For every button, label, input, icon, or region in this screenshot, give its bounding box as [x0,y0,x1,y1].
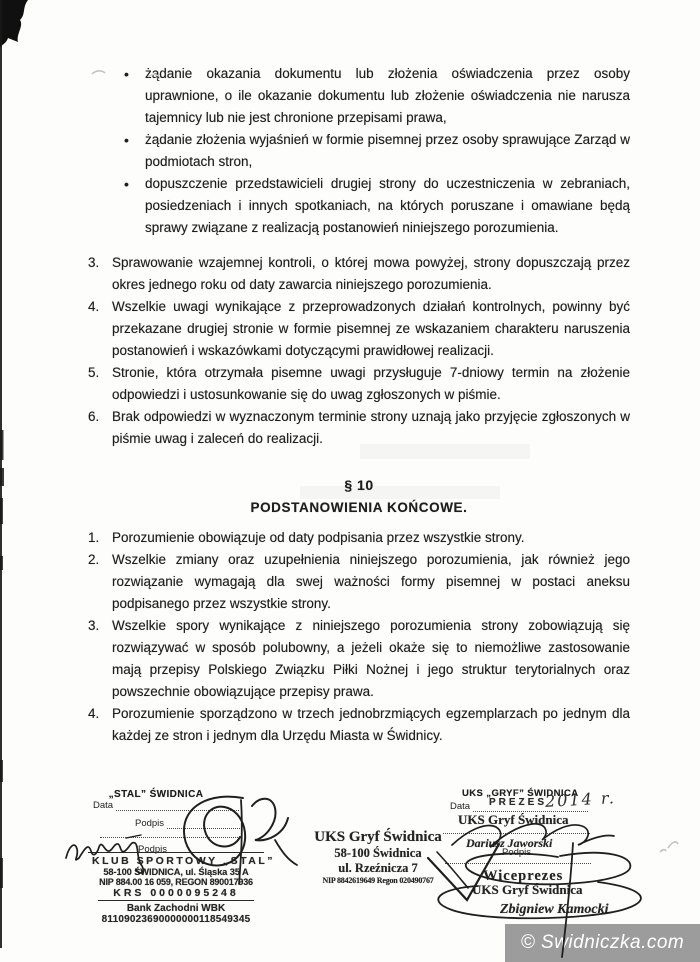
clause-text: Stronie, która otrzymała pisemne uwagi przysługuje 7-dniowy termin na złożenie odpowiedzi i ustosunkowanie się do uwag zgłoszonych w piśmie. [112,365,630,402]
stal-club-stamp [92,852,276,925]
signature-scribble-stal-large-2 [252,799,288,841]
clause-item [88,362,630,406]
handwritten-date: 2014 r. [544,788,617,811]
clause-number: 1. [88,530,100,545]
stal-date-dotted-line [116,801,239,811]
gryf-sign-label-wrap [502,847,531,858]
stal-signature-row-1 [135,818,240,829]
clause-text: Wszelkie uwagi wynikające z przeprowadzonych działań kontrolnych, powinny być przekazane drugiej stronie w formie pisemnej ze wskazaniem charakteru naruszenia postanowień i wskazówkami dotyczącymi prawidłowej realizacji. [112,299,630,358]
stal-sign-dotted-line-2 [100,836,240,838]
scan-left-edge-line [0,0,2,948]
clause-item [88,252,630,296]
bullet-text: dopuszczenie przedstawicieli drugiej strony do uczestniczenia w zebraniach, posiedzeniach i innych spotkaniach, na których poruszane i omawiane będą sprawy związane z realizacją postanowień niniejszego porozumienia. [145,176,630,235]
clause-number: 4. [88,299,100,314]
gryf-stamp-city: 58-100 Świdnica [334,846,422,860]
clause-number: 6. [88,409,100,424]
stamp-rule-top [88,852,264,853]
scan-edge-tick [0,760,3,782]
prezes-stamp-org: UKS Gryf Świdnica [458,812,569,827]
clause-text: Brak odpowiedzi w wyznaczonym terminie strony uznają jako przyjęcie zgłoszonych w piśmie uwag i zaleceń do realizacji. [112,409,630,446]
bullet-text: żądanie złożenia wyjaśnień w formie pisemnej przez osoby sprawujące Zarząd w podmiotach stron, [145,132,630,169]
watermark-text: © Swidniczka.com [520,932,685,953]
stamp-line-nip-regon: NIP 884.00 16 059, REGON 890017936 [99,877,253,887]
stal-org-name: „STAL” ŚWIDNICA [108,789,204,800]
gryf-stamp-name: UKS Gryf Świdnica [314,829,442,845]
section-heading [88,474,630,519]
scan-smudge-right [660,842,678,852]
clause-item [88,549,630,615]
clause-item [88,615,630,703]
scan-edge-tick [0,858,3,888]
section-mark: § 10 [344,477,374,493]
clause-item [88,703,630,747]
scan-corner-blob [0,0,28,48]
vice-stamp-org: UKS Gryf Świdnica [472,882,583,897]
clause-number: 4. [88,706,100,721]
stal-sign-label-2: Podpis [138,844,168,855]
stamp-line-address: 58-100 ŚWIDNICA, ul. Śląska 35 A [103,867,249,877]
clause-text: Wszelkie spory wynikające z niniejszego porozumienia strony zobowiązują się rozwiązywać w sposób polubowny, a jeżeli okaże się to niemożliwe zastosowanie mają przepisy Polskiego Związku Piłki Nożnej i jego struktur terytorialnych oraz powszechnie obowiązujące przepisy prawa. [112,618,630,699]
gryf-stamp-street: ul. Rzeźnicza 7 [338,861,418,875]
clause-list-section10 [88,527,630,747]
vice-name: Zbigniew Kamocki [500,902,609,917]
stal-date-row [93,800,239,811]
scan-edge-tick [0,556,3,570]
scan-edge-tick [0,430,4,460]
watermark-bar [505,924,700,962]
clause-text: Porozumienie sporządzono w trzech jednobrzmiących egzemplarzach po jednym dla każdej ze stron i jednym dla Urzędu Miasta w Świdnicy. [112,706,630,743]
clause-text: Wszelkie zmiany oraz uzupełnienia niniejszego porozumienia, jak również jego rozwiązanie wymagają dla swej ważności formy pisemnej w postaci aneksu podpisanego przez wszystkie strony. [112,552,630,611]
gryf-sign-label: Podpis [502,847,532,858]
stamp-line-bank: Bank Zachodni WBK [126,903,226,914]
clause-number: 5. [88,365,100,380]
gryf-stamp-nip-regon: NIP 8842619649 Regon 020490767 [322,876,434,885]
clause-number: 3. [88,618,100,633]
bullet-item [88,173,630,239]
bullet-list [88,63,630,239]
scan-edge-tick [0,498,3,524]
gryf-sign-dotted-line-1 [443,832,590,834]
stamp-line-club: KLUB SPORTOWY „STAL” [92,855,276,867]
scan-edge-tick [0,468,4,486]
clause-number: 3. [88,255,100,270]
gryf-sign-dotted-line-2 [445,862,591,864]
stal-date-label: Data [93,800,114,811]
clause-text: Sprawowanie wzajemnej kontroli, o której mowa powyżej, strony dopuszczają przez okres jednego roku od daty zawarcia niniejszego porozumienia. [112,255,630,292]
section-title: PODSTANOWIENIA KOŃCOWE. [250,500,468,515]
president-name: Dariusz Jaworski [466,836,553,850]
clause-item [88,406,630,450]
stal-sign-dotted-line-1 [167,819,240,829]
clause-text: Porozumienie obowiązuje od daty podpisania przez wszystkie strony. [112,530,525,545]
prezes-stamp-title: PREZES [489,797,548,808]
gryf-org-name: UKS „GRYF” ŚWIDNICA [462,788,579,799]
stamp-rule-bottom [98,900,254,901]
bullet-text: żądanie okazania dokumentu lub złożenia oświadczenia przez osoby uprawnione, o ile okazanie dokumentu lub złożenie oświadczenia nie narusza tajemnicy lub nie jest chronione przepisami prawa, [145,66,630,125]
signature-scribble-stal-tail [275,840,297,865]
gryf-date-label: Data [450,801,471,812]
bullet-item [88,129,630,173]
gryf-address-stamp [314,829,442,885]
clause-item [88,296,630,362]
stal-sign-label-1: Podpis [135,818,165,829]
stamp-line-krs: KRS 0000095248 [113,887,239,899]
prezes-stamp-title-wrap [489,797,547,808]
clause-number: 2. [88,552,100,567]
clause-item [88,527,630,549]
stamp-line-account: 81109023690000000118549345 [101,914,251,925]
clause-list-section9 [88,252,630,450]
vice-stamp-title: Wiceprezes [483,868,564,884]
document-body [88,63,630,747]
bullet-item [88,63,630,129]
